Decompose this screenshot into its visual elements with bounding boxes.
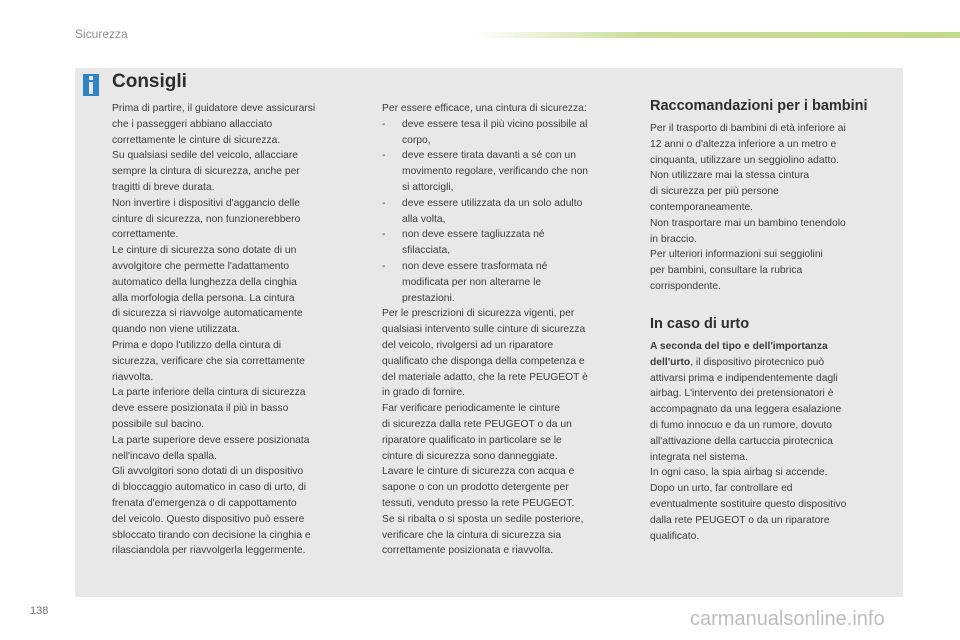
- info-icon: [83, 74, 99, 96]
- panel-title: Consigli: [112, 71, 187, 92]
- text-line: del materiale adatto, che la rete PEUGEOT è: [382, 371, 588, 383]
- text-line: Prima di partire, il guidatore deve assicurarsi: [112, 103, 316, 114]
- text-line: di sicurezza dalla rete PEUGEOT o da un: [382, 418, 572, 430]
- text-line: airbag. L'intervento dei pretensionatori è: [650, 388, 834, 400]
- watermark: carmanualsonline.info: [690, 608, 885, 630]
- text-line: alla morfologia della persona. La cintura: [112, 292, 295, 304]
- text-line: Per il trasporto di bambini di età inferiore ai: [650, 123, 846, 134]
- text-line: di bloccaggio automatico in caso di urto, di: [112, 482, 307, 494]
- requirement-text: modificata per non alterarne le: [402, 276, 542, 288]
- children-advice-text: [650, 121, 895, 295]
- text-line: correttamente.: [112, 229, 179, 241]
- header-accent-bar: [470, 32, 960, 38]
- requirement-text: prestazioni.: [402, 292, 455, 304]
- text-line: che i passeggeri abbiano allacciato: [112, 118, 273, 130]
- text-line: Su qualsiasi sedile del veicolo, allacciare: [112, 150, 299, 162]
- belt-requirements-intro: Per essere efficace, una cintura di sicurezza:: [382, 103, 587, 114]
- text-line: sapone o con un prodotto detergente per: [382, 482, 569, 494]
- text-line: accompagnato da una leggera esalazione: [650, 404, 842, 416]
- text-line: rilasciandola per riavvolgerla leggermente.: [112, 545, 306, 557]
- requirement-text: alla volta,: [402, 213, 446, 225]
- crash-mixed-line: dell'urto, il dispositivo pirotecnico può: [650, 356, 825, 368]
- text-line: La parte inferiore della cintura di sicurezza: [112, 387, 306, 399]
- text-line: tragitti di breve durata.: [112, 181, 215, 193]
- text-line: Prima e dopo l'utilizzo della cintura di: [112, 339, 282, 351]
- text-line: automatico della lunghezza della cinghia: [112, 276, 297, 288]
- requirement-text: deve essere tesa il più vicino possibile al: [402, 118, 588, 130]
- crash-bold-line: A seconda del tipo e dell'importanza: [650, 341, 828, 352]
- text-line: attivarsi prima e indipendentemente dagli: [650, 372, 838, 384]
- text-line: quando non viene utilizzata.: [112, 324, 240, 336]
- text-line: corrispondente.: [650, 280, 721, 292]
- requirement-list-item: [382, 117, 634, 149]
- requirement-text: corpo,: [402, 134, 431, 146]
- text-line: possibile sul bacino.: [112, 418, 205, 430]
- text-line: sempre la cintura di sicurezza, anche per: [112, 166, 300, 178]
- text-line: Per le prescrizioni di sicurezza vigenti, per: [382, 308, 575, 320]
- page-number: 138: [30, 605, 49, 617]
- text-line: Lavare le cinture di sicurezza con acqua e: [382, 466, 575, 478]
- text-line: frenata d'emergenza o di cappottamento: [112, 497, 297, 509]
- text-line: In ogni caso, la spia airbag si accende.: [650, 467, 828, 479]
- text-line: Se si ribalta o si sposta un sedile posteriore,: [382, 513, 584, 525]
- text-line: qualsiasi intervento sulle cinture di sicurezza: [382, 324, 586, 336]
- text-line: avvolgitore che permette l'adattamento: [112, 260, 290, 272]
- text-line: qualificato.: [650, 530, 700, 542]
- text-line: La parte superiore deve essere posizionata: [112, 434, 310, 446]
- text-line: Dopo un urto, far controllare ed: [650, 483, 793, 495]
- text-line: nell'incavo della spalla.: [112, 450, 218, 462]
- text-line: tessuti, venduto presso la rete PEUGEOT.: [382, 497, 575, 509]
- requirement-list-item: [382, 227, 634, 259]
- advice-column-2: [382, 101, 634, 559]
- text-line: di fumo innocuo e da un rumore, dovuto: [650, 419, 833, 431]
- children-heading: Raccomandazioni per i bambini: [650, 98, 868, 114]
- text-line: Far verificare periodicamente le cinture: [382, 403, 560, 415]
- requirement-list-item: [382, 148, 634, 195]
- text-line: Non invertire i dispositivi d'aggancio delle: [112, 197, 300, 209]
- text-line: dalla rete PEUGEOT o da un riparatore: [650, 514, 830, 526]
- dash-bullet: -: [382, 197, 386, 209]
- dash-bullet: -: [382, 118, 386, 130]
- requirement-text: non deve essere tagliuzzata né: [402, 229, 545, 241]
- text-line: eventualmente sostituire questo dispositivo: [650, 498, 847, 510]
- text-line: Non utilizzare mai la stessa cintura: [650, 170, 810, 182]
- text-line: cinture di sicurezza sono danneggiate.: [382, 450, 558, 462]
- text-line: in grado di fornire.: [382, 387, 465, 399]
- text-line: sbloccato tirando con decisione la cinghia e: [112, 529, 311, 541]
- text-line: di sicurezza per più persone: [650, 186, 779, 198]
- text-line: per bambini, consultare la rubrica: [650, 265, 803, 277]
- requirement-text: si attorcigli,: [402, 181, 454, 193]
- text-line: cinture di sicurezza, non funzionerebbero: [112, 213, 301, 225]
- requirement-text: movimento regolare, verificando che non: [402, 166, 589, 178]
- dash-bullet: -: [382, 260, 386, 272]
- requirement-list-item: [382, 259, 634, 306]
- text-line: di sicurezza si riavvolge automaticamente: [112, 308, 303, 320]
- dash-bullet: -: [382, 150, 386, 162]
- crash-heading: In caso di urto: [650, 316, 750, 332]
- dash-bullet: -: [382, 229, 386, 241]
- text-line: Non trasportare mai un bambino tenendolo: [650, 217, 846, 229]
- text-line: Gli avvolgitori sono dotati di un dispositivo: [112, 466, 304, 478]
- text-line: cinquanta, utilizzare un seggiolino adatto.: [650, 154, 839, 166]
- requirement-text: deve essere utilizzata da un solo adulto: [402, 197, 583, 209]
- section-title: Sicurezza: [75, 27, 128, 41]
- advice-column-1: [112, 101, 362, 559]
- text-line: Le cinture di sicurezza sono dotate di un: [112, 245, 297, 257]
- text-line: contemporaneamente.: [650, 201, 754, 213]
- text-line: correttamente le cinture di sicurezza.: [112, 134, 281, 146]
- text-line: qualificato che disponga della competenza e: [382, 355, 585, 367]
- text-line: sicurezza, verificare che sia correttamente: [112, 355, 305, 367]
- text-line: Per ulteriori informazioni sui seggiolini: [650, 249, 823, 261]
- text-line: integrata nel sistema.: [650, 451, 748, 463]
- text-line: correttamente posizionata e riavvolta.: [382, 545, 554, 557]
- text-line: all'attivazione della cartuccia pirotecnica: [650, 435, 833, 447]
- text-line: in braccio.: [650, 233, 697, 245]
- text-line: 12 anni o d'altezza inferiore a un metro e: [650, 138, 837, 150]
- text-line: verificare che la cintura di sicurezza sia: [382, 529, 562, 541]
- requirement-text: deve essere tirata davanti a sé con un: [402, 150, 577, 162]
- text-line: del veicolo, rivolgersi ad un riparatore: [382, 339, 554, 351]
- requirement-text: sfilacciata,: [402, 245, 451, 257]
- requirement-list-item: [382, 196, 634, 228]
- text-line: riavvolta.: [112, 371, 154, 383]
- crash-advice-text: [650, 339, 890, 544]
- text-line: riparatore qualificato in particolare se le: [382, 434, 562, 446]
- text-line: del veicolo. Questo dispositivo può essere: [112, 513, 305, 525]
- requirement-text: non deve essere trasformata né: [402, 260, 548, 272]
- text-line: deve essere posizionata il più in basso: [112, 403, 289, 415]
